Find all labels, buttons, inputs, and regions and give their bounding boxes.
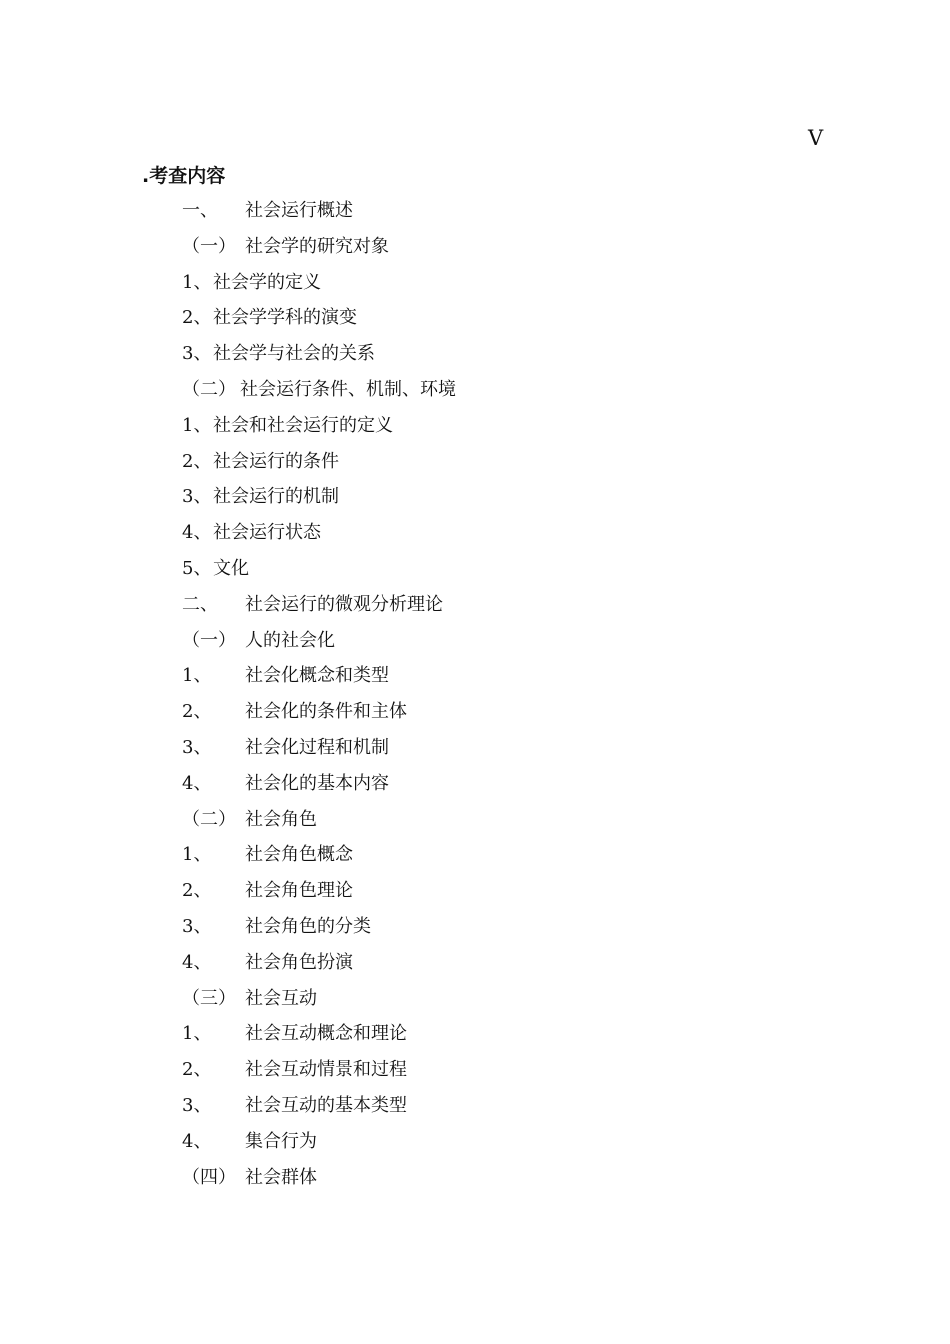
outline-item bbox=[0, 519, 950, 555]
outline-item-text: 社会群体 bbox=[245, 1166, 317, 1188]
outline-item-text: 社会运行概述 bbox=[245, 200, 353, 221]
outline-item bbox=[0, 340, 950, 376]
outline-item bbox=[0, 233, 950, 269]
outline-item-number: 2、 bbox=[182, 701, 212, 723]
outline-item-number: 2、 bbox=[182, 1059, 212, 1081]
outline-item-text: 社会化概念和类型 bbox=[245, 665, 389, 687]
outline-item-text: 社会学的定义 bbox=[213, 271, 321, 293]
outline-item-number: 2、 bbox=[182, 880, 212, 902]
outline-item bbox=[0, 877, 950, 913]
outline-item-text: 集合行为 bbox=[245, 1130, 317, 1152]
outline-item-text: 文化 bbox=[213, 557, 249, 579]
outline-item bbox=[0, 1164, 950, 1200]
outline-item-text: 社会互动概念和理论 bbox=[245, 1023, 407, 1045]
outline-item bbox=[0, 269, 950, 305]
outline-item-text: 社会运行的条件 bbox=[213, 450, 339, 472]
outline-item bbox=[0, 197, 950, 233]
outline-item-number: 4、 bbox=[182, 772, 212, 794]
outline-item-number: （四） bbox=[182, 1166, 236, 1188]
outline-item-number: （一） bbox=[182, 629, 236, 651]
outline-item bbox=[0, 591, 950, 627]
outline-item-text: 社会化过程和机制 bbox=[245, 736, 389, 758]
outline-item bbox=[0, 412, 950, 448]
outline-item bbox=[0, 304, 950, 340]
outline-item-number: （一） bbox=[182, 235, 236, 257]
outline-item-text: 社会互动的基本类型 bbox=[245, 1094, 407, 1116]
outline-item-text: 社会互动 bbox=[245, 987, 317, 1009]
outline-item bbox=[0, 698, 950, 734]
outline-item-text: 社会学的研究对象 bbox=[245, 235, 389, 257]
outline-item bbox=[0, 1056, 950, 1092]
outline-item bbox=[0, 483, 950, 519]
outline-item bbox=[0, 841, 950, 877]
outline-item-text: 社会角色概念 bbox=[245, 844, 353, 866]
page-corner-mark: V bbox=[808, 126, 824, 150]
outline-item-text: 社会运行的机制 bbox=[213, 486, 339, 508]
outline-item bbox=[0, 770, 950, 806]
outline-item-number: 1、 bbox=[182, 414, 212, 436]
outline-item-number: 1、 bbox=[182, 844, 212, 866]
outline-item-text: 社会运行状态 bbox=[213, 522, 321, 544]
outline-item-number: 3、 bbox=[182, 343, 212, 365]
outline-item-number: （二） bbox=[182, 808, 236, 830]
outline-item bbox=[0, 376, 950, 412]
outline-item-number: 2、 bbox=[182, 450, 212, 472]
outline-item-number: （二） bbox=[182, 378, 236, 400]
outline-item-text: 社会角色扮演 bbox=[245, 951, 353, 973]
outline-item-text: 社会和社会运行的定义 bbox=[213, 414, 393, 436]
section-heading: .考查内容 bbox=[142, 165, 226, 187]
outline-item-number: 5、 bbox=[182, 557, 212, 579]
outline-item-number: 二、 bbox=[182, 593, 218, 615]
outline-item bbox=[0, 913, 950, 949]
outline-item-text: 社会运行条件、机制、环境 bbox=[240, 378, 456, 400]
outline-item-number: 1、 bbox=[182, 665, 212, 687]
outline-item-text: 社会化的基本内容 bbox=[245, 772, 389, 794]
outline-item-text: 社会角色理论 bbox=[245, 880, 353, 902]
outline-item-text: 社会运行的微观分析理论 bbox=[245, 593, 443, 615]
outline-item-text: 社会化的条件和主体 bbox=[245, 701, 407, 723]
outline-item bbox=[0, 1020, 950, 1056]
outline-item-number: 4、 bbox=[182, 951, 212, 973]
outline-item-number: 4、 bbox=[182, 1130, 212, 1152]
outline-item bbox=[0, 1092, 950, 1128]
outline-item bbox=[0, 734, 950, 770]
outline-item-text: 社会学与社会的关系 bbox=[213, 343, 375, 365]
outline-item-number: 2、 bbox=[182, 307, 212, 329]
outline-item-number: （三） bbox=[182, 987, 236, 1009]
outline-item-number: 4、 bbox=[182, 522, 212, 544]
outline-item-number: 3、 bbox=[182, 736, 212, 758]
outline-item-text: 社会互动情景和过程 bbox=[245, 1059, 407, 1081]
outline-item-number: 3、 bbox=[182, 486, 212, 508]
outline-item bbox=[0, 985, 950, 1021]
syllabus-outline bbox=[0, 197, 950, 1199]
outline-item-number: 1、 bbox=[182, 1023, 212, 1045]
outline-item bbox=[0, 1128, 950, 1164]
outline-item bbox=[0, 627, 950, 663]
outline-item bbox=[0, 949, 950, 985]
outline-item bbox=[0, 662, 950, 698]
outline-item-text: 人的社会化 bbox=[245, 629, 335, 651]
outline-item bbox=[0, 806, 950, 842]
outline-item-number: 1、 bbox=[182, 271, 212, 293]
outline-item bbox=[0, 448, 950, 484]
outline-item-number: 一、 bbox=[182, 200, 218, 221]
outline-item-text: 社会角色的分类 bbox=[245, 915, 371, 937]
outline-item bbox=[0, 555, 950, 591]
outline-item-number: 3、 bbox=[182, 1094, 212, 1116]
outline-item-number: 3、 bbox=[182, 915, 212, 937]
outline-item-text: 社会角色 bbox=[245, 808, 317, 830]
outline-item-text: 社会学学科的演变 bbox=[213, 307, 357, 329]
